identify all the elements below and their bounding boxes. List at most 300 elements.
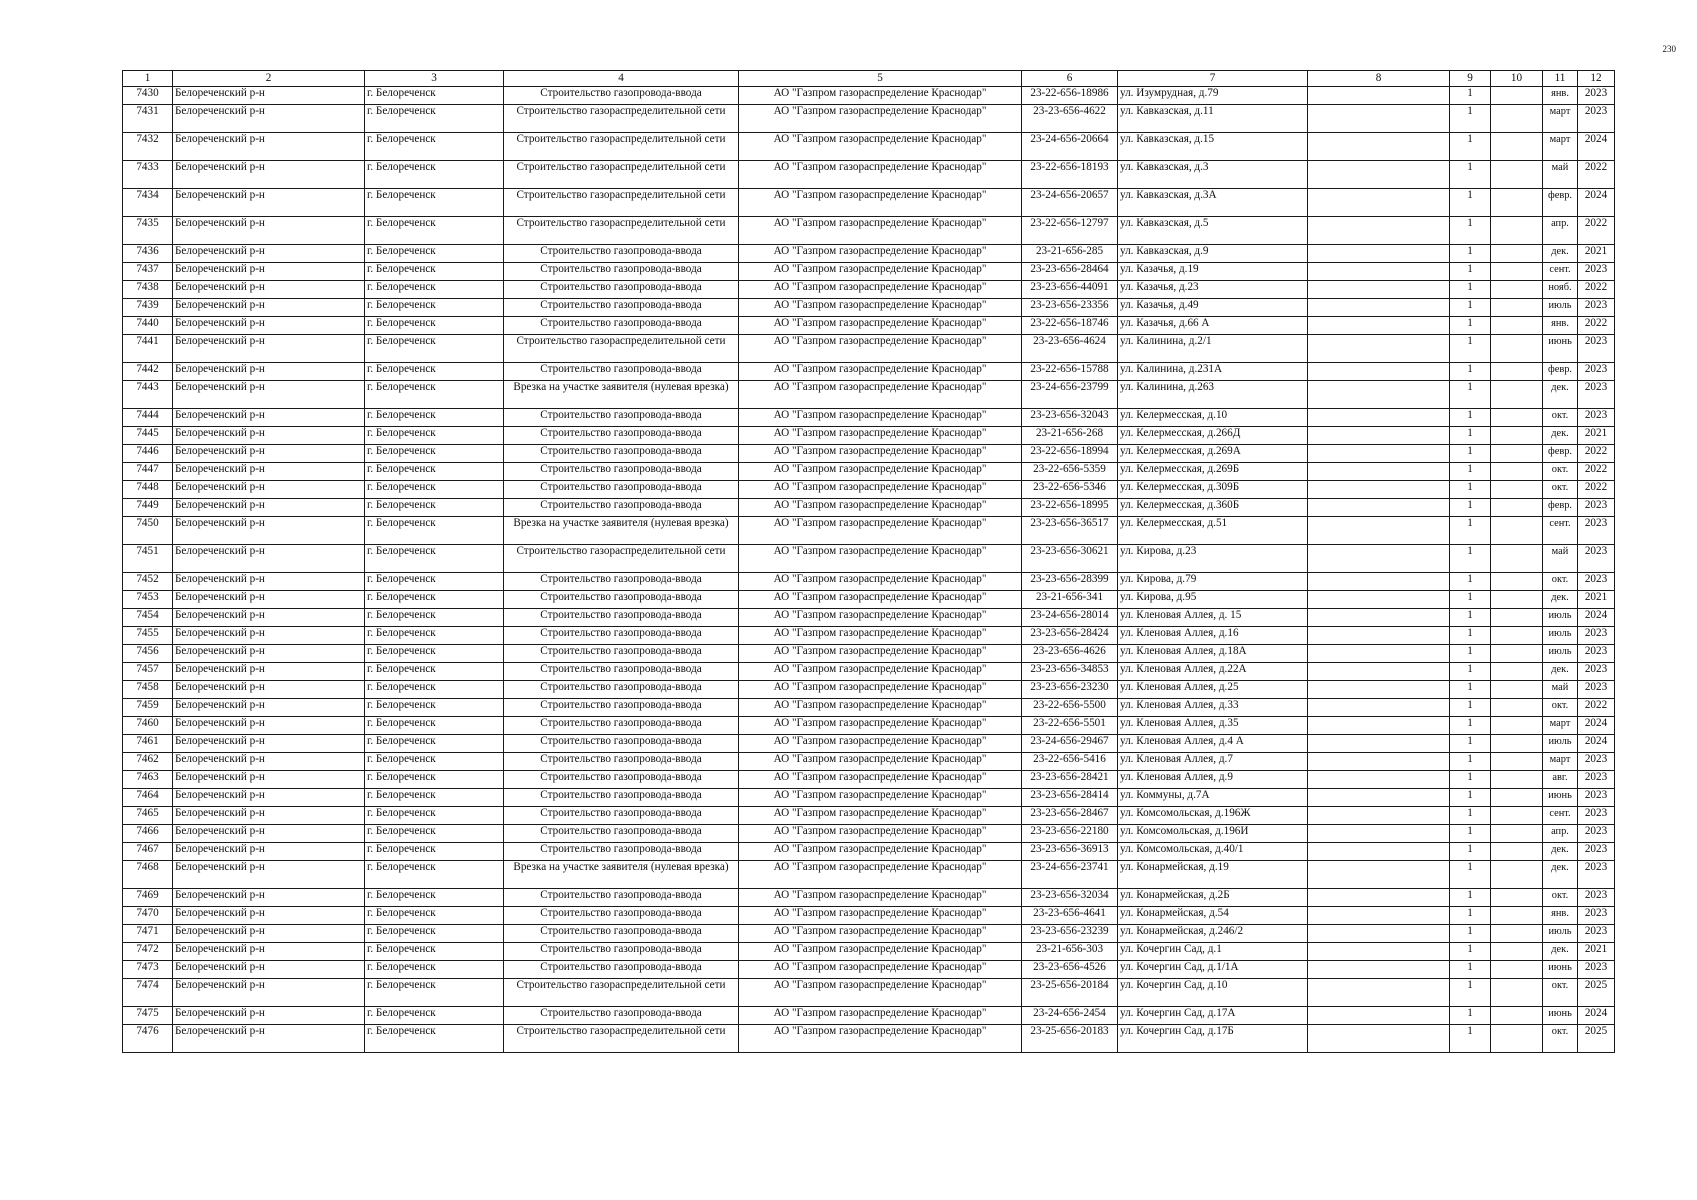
month-cell: дек.: [1543, 861, 1578, 889]
column-8-cell: [1308, 825, 1450, 843]
year-cell: 2023: [1578, 335, 1615, 363]
year-cell: 2023: [1578, 907, 1615, 925]
district-cell: Белореченский р-н: [173, 825, 365, 843]
year-cell: 2022: [1578, 217, 1615, 245]
address-cell: ул. Кленовая Аллея, д.18А: [1118, 645, 1308, 663]
row-number: 7472: [123, 943, 173, 961]
table-row: [123, 889, 1615, 907]
district-cell: Белореченский р-н: [173, 681, 365, 699]
table-row: [123, 381, 1615, 409]
work-type-cell: Строительство газораспределительной сети: [504, 189, 739, 217]
column-10-cell: [1491, 861, 1543, 889]
quantity-cell: 1: [1450, 281, 1491, 299]
column-10-cell: [1491, 299, 1543, 317]
column-8-cell: [1308, 427, 1450, 445]
year-cell: 2023: [1578, 299, 1615, 317]
row-number: 7455: [123, 627, 173, 645]
address-cell: ул. Комсомольская, д.40/1: [1118, 843, 1308, 861]
work-type-cell: Строительство газораспределительной сети: [504, 105, 739, 133]
code-cell: 23-22-656-12797: [1022, 217, 1118, 245]
city-cell: г. Белореченск: [365, 591, 504, 609]
row-number: 7448: [123, 481, 173, 499]
table-row: [123, 843, 1615, 861]
column-8-cell: [1308, 1007, 1450, 1025]
month-cell: дек.: [1543, 663, 1578, 681]
address-cell: ул. Кавказская, д.15: [1118, 133, 1308, 161]
column-10-cell: [1491, 645, 1543, 663]
table-row: [123, 807, 1615, 825]
month-cell: апр.: [1543, 217, 1578, 245]
table-row: [123, 735, 1615, 753]
year-cell: 2023: [1578, 961, 1615, 979]
table-row: [123, 717, 1615, 735]
month-cell: июнь: [1543, 961, 1578, 979]
column-10-cell: [1491, 517, 1543, 545]
city-cell: г. Белореченск: [365, 699, 504, 717]
column-10-cell: [1491, 189, 1543, 217]
district-cell: Белореченский р-н: [173, 299, 365, 317]
organization-cell: АО "Газпром газораспределение Краснодар": [739, 681, 1022, 699]
code-cell: 23-23-656-23239: [1022, 925, 1118, 943]
column-8-cell: [1308, 517, 1450, 545]
city-cell: г. Белореченск: [365, 925, 504, 943]
code-cell: 23-22-656-15788: [1022, 363, 1118, 381]
column-8-cell: [1308, 363, 1450, 381]
city-cell: г. Белореченск: [365, 499, 504, 517]
month-cell: июль: [1543, 645, 1578, 663]
quantity-cell: 1: [1450, 105, 1491, 133]
table-row: [123, 789, 1615, 807]
year-cell: 2023: [1578, 263, 1615, 281]
organization-cell: АО "Газпром газораспределение Краснодар": [739, 925, 1022, 943]
month-cell: март: [1543, 717, 1578, 735]
address-cell: ул. Конармейская, д.54: [1118, 907, 1308, 925]
year-cell: 2021: [1578, 245, 1615, 263]
quantity-cell: 1: [1450, 427, 1491, 445]
address-cell: ул. Конармейская, д.2Б: [1118, 889, 1308, 907]
column-10-cell: [1491, 591, 1543, 609]
quantity-cell: 1: [1450, 445, 1491, 463]
code-cell: 23-22-656-5359: [1022, 463, 1118, 481]
column-8-cell: [1308, 133, 1450, 161]
row-number: 7462: [123, 753, 173, 771]
table-row: [123, 189, 1615, 217]
year-cell: 2024: [1578, 717, 1615, 735]
column-10-cell: [1491, 463, 1543, 481]
work-type-cell: Строительство газопровода-ввода: [504, 445, 739, 463]
address-cell: ул. Казачья, д.49: [1118, 299, 1308, 317]
address-cell: ул. Кочергин Сад, д.1/1А: [1118, 961, 1308, 979]
month-cell: дек.: [1543, 427, 1578, 445]
row-number: 7452: [123, 573, 173, 591]
organization-cell: АО "Газпром газораспределение Краснодар": [739, 663, 1022, 681]
table-row: [123, 363, 1615, 381]
row-number: 7454: [123, 609, 173, 627]
column-8-cell: [1308, 299, 1450, 317]
organization-cell: АО "Газпром газораспределение Краснодар": [739, 363, 1022, 381]
column-10-cell: [1491, 961, 1543, 979]
address-cell: ул. Кленовая Аллея, д.16: [1118, 627, 1308, 645]
work-type-cell: Строительство газопровода-ввода: [504, 645, 739, 663]
table-row: [123, 591, 1615, 609]
year-cell: 2025: [1578, 1025, 1615, 1053]
work-type-cell: Строительство газопровода-ввода: [504, 889, 739, 907]
code-cell: 23-23-656-34853: [1022, 663, 1118, 681]
organization-cell: АО "Газпром газораспределение Краснодар": [739, 609, 1022, 627]
year-cell: 2021: [1578, 427, 1615, 445]
work-type-cell: Строительство газораспределительной сети: [504, 217, 739, 245]
table-row: [123, 445, 1615, 463]
column-8-cell: [1308, 105, 1450, 133]
address-cell: ул. Кочергин Сад, д.1: [1118, 943, 1308, 961]
district-cell: Белореченский р-н: [173, 789, 365, 807]
code-cell: 23-23-656-44091: [1022, 281, 1118, 299]
city-cell: г. Белореченск: [365, 961, 504, 979]
table-row: [123, 627, 1615, 645]
code-cell: 23-21-656-303: [1022, 943, 1118, 961]
column-10-cell: [1491, 335, 1543, 363]
row-number: 7433: [123, 161, 173, 189]
work-type-cell: Строительство газораспределительной сети: [504, 133, 739, 161]
table-row: [123, 263, 1615, 281]
column-10-cell: [1491, 609, 1543, 627]
table-row: [123, 299, 1615, 317]
year-cell: 2023: [1578, 627, 1615, 645]
code-cell: 23-23-656-23230: [1022, 681, 1118, 699]
code-cell: 23-23-656-23356: [1022, 299, 1118, 317]
quantity-cell: 1: [1450, 889, 1491, 907]
month-cell: февр.: [1543, 189, 1578, 217]
city-cell: г. Белореченск: [365, 1007, 504, 1025]
month-cell: сент.: [1543, 517, 1578, 545]
work-type-cell: Строительство газопровода-ввода: [504, 627, 739, 645]
city-cell: г. Белореченск: [365, 771, 504, 789]
address-cell: ул. Кавказская, д.3А: [1118, 189, 1308, 217]
row-number: 7450: [123, 517, 173, 545]
address-cell: ул. Конармейская, д.246/2: [1118, 925, 1308, 943]
column-8-cell: [1308, 87, 1450, 105]
address-cell: ул. Келермесская, д.10: [1118, 409, 1308, 427]
work-type-cell: Врезка на участке заявителя (нулевая врезка): [504, 381, 739, 409]
column-header-1: 1: [123, 71, 173, 87]
organization-cell: АО "Газпром газораспределение Краснодар": [739, 499, 1022, 517]
work-type-cell: Строительство газопровода-ввода: [504, 481, 739, 499]
row-number: 7449: [123, 499, 173, 517]
year-cell: 2023: [1578, 499, 1615, 517]
organization-cell: АО "Газпром газораспределение Краснодар": [739, 281, 1022, 299]
table-row: [123, 517, 1615, 545]
year-cell: 2022: [1578, 463, 1615, 481]
column-8-cell: [1308, 907, 1450, 925]
address-cell: ул. Кочергин Сад, д.17Б: [1118, 1025, 1308, 1053]
city-cell: г. Белореченск: [365, 245, 504, 263]
column-header-3: 3: [365, 71, 504, 87]
row-number: 7457: [123, 663, 173, 681]
quantity-cell: 1: [1450, 1007, 1491, 1025]
column-header-10: 10: [1491, 71, 1543, 87]
year-cell: 2023: [1578, 753, 1615, 771]
column-10-cell: [1491, 573, 1543, 591]
district-cell: Белореченский р-н: [173, 771, 365, 789]
column-8-cell: [1308, 591, 1450, 609]
work-type-cell: Строительство газопровода-ввода: [504, 281, 739, 299]
column-10-cell: [1491, 1025, 1543, 1053]
address-cell: ул. Кирова, д.79: [1118, 573, 1308, 591]
quantity-cell: 1: [1450, 335, 1491, 363]
month-cell: февр.: [1543, 445, 1578, 463]
city-cell: г. Белореченск: [365, 263, 504, 281]
column-8-cell: [1308, 381, 1450, 409]
quantity-cell: 1: [1450, 133, 1491, 161]
month-cell: окт.: [1543, 573, 1578, 591]
address-cell: ул. Кавказская, д.3: [1118, 161, 1308, 189]
year-cell: 2023: [1578, 381, 1615, 409]
row-number: 7430: [123, 87, 173, 105]
work-type-cell: Строительство газопровода-ввода: [504, 499, 739, 517]
table-row: [123, 771, 1615, 789]
table-row: [123, 825, 1615, 843]
district-cell: Белореченский р-н: [173, 943, 365, 961]
city-cell: г. Белореченск: [365, 161, 504, 189]
quantity-cell: 1: [1450, 645, 1491, 663]
row-number: 7445: [123, 427, 173, 445]
address-cell: ул. Кленовая Аллея, д.25: [1118, 681, 1308, 699]
month-cell: нояб.: [1543, 281, 1578, 299]
column-header-6: 6: [1022, 71, 1118, 87]
organization-cell: АО "Газпром газораспределение Краснодар": [739, 825, 1022, 843]
quantity-cell: 1: [1450, 771, 1491, 789]
organization-cell: АО "Газпром газораспределение Краснодар": [739, 943, 1022, 961]
column-8-cell: [1308, 961, 1450, 979]
district-cell: Белореченский р-н: [173, 133, 365, 161]
city-cell: г. Белореченск: [365, 335, 504, 363]
address-cell: ул. Изумрудная, д.79: [1118, 87, 1308, 105]
column-10-cell: [1491, 825, 1543, 843]
table-row: [123, 907, 1615, 925]
year-cell: 2023: [1578, 363, 1615, 381]
quantity-cell: 1: [1450, 245, 1491, 263]
row-number: 7431: [123, 105, 173, 133]
city-cell: г. Белореченск: [365, 609, 504, 627]
city-cell: г. Белореченск: [365, 979, 504, 1007]
district-cell: Белореченский р-н: [173, 925, 365, 943]
organization-cell: АО "Газпром газораспределение Краснодар": [739, 789, 1022, 807]
quantity-cell: 1: [1450, 573, 1491, 591]
column-10-cell: [1491, 381, 1543, 409]
column-10-cell: [1491, 317, 1543, 335]
table-row: [123, 87, 1615, 105]
code-cell: 23-22-656-18193: [1022, 161, 1118, 189]
code-cell: 23-24-656-20664: [1022, 133, 1118, 161]
quantity-cell: 1: [1450, 717, 1491, 735]
row-number: 7438: [123, 281, 173, 299]
city-cell: г. Белореченск: [365, 861, 504, 889]
address-cell: ул. Коммуны, д.7А: [1118, 789, 1308, 807]
table-row: [123, 663, 1615, 681]
table-row: [123, 961, 1615, 979]
address-cell: ул. Кавказская, д.9: [1118, 245, 1308, 263]
city-cell: г. Белореченск: [365, 517, 504, 545]
work-type-cell: Строительство газопровода-ввода: [504, 925, 739, 943]
column-10-cell: [1491, 87, 1543, 105]
month-cell: июль: [1543, 735, 1578, 753]
row-number: 7439: [123, 299, 173, 317]
month-cell: июнь: [1543, 789, 1578, 807]
year-cell: 2022: [1578, 445, 1615, 463]
work-type-cell: Строительство газопровода-ввода: [504, 717, 739, 735]
code-cell: 23-24-656-20657: [1022, 189, 1118, 217]
code-cell: 23-21-656-268: [1022, 427, 1118, 445]
table-row: [123, 861, 1615, 889]
column-10-cell: [1491, 771, 1543, 789]
organization-cell: АО "Газпром газораспределение Краснодар": [739, 245, 1022, 263]
column-8-cell: [1308, 663, 1450, 681]
quantity-cell: 1: [1450, 409, 1491, 427]
table-row: [123, 317, 1615, 335]
address-cell: ул. Калинина, д.263: [1118, 381, 1308, 409]
organization-cell: АО "Газпром газораспределение Краснодар": [739, 843, 1022, 861]
quantity-cell: 1: [1450, 87, 1491, 105]
column-10-cell: [1491, 843, 1543, 861]
table-header: [123, 71, 1615, 87]
column-10-cell: [1491, 979, 1543, 1007]
column-8-cell: [1308, 317, 1450, 335]
city-cell: г. Белореченск: [365, 105, 504, 133]
year-cell: 2023: [1578, 105, 1615, 133]
quantity-cell: 1: [1450, 161, 1491, 189]
district-cell: Белореченский р-н: [173, 499, 365, 517]
city-cell: г. Белореченск: [365, 189, 504, 217]
row-number: 7463: [123, 771, 173, 789]
district-cell: Белореченский р-н: [173, 317, 365, 335]
month-cell: сент.: [1543, 807, 1578, 825]
month-cell: май: [1543, 161, 1578, 189]
quantity-cell: 1: [1450, 299, 1491, 317]
district-cell: Белореченский р-н: [173, 409, 365, 427]
address-cell: ул. Кочергин Сад, д.17А: [1118, 1007, 1308, 1025]
district-cell: Белореченский р-н: [173, 1025, 365, 1053]
row-number: 7471: [123, 925, 173, 943]
organization-cell: АО "Газпром газораспределение Краснодар": [739, 87, 1022, 105]
column-10-cell: [1491, 105, 1543, 133]
month-cell: окт.: [1543, 889, 1578, 907]
row-number: 7475: [123, 1007, 173, 1025]
row-number: 7444: [123, 409, 173, 427]
table-row: [123, 573, 1615, 591]
column-8-cell: [1308, 335, 1450, 363]
column-8-cell: [1308, 699, 1450, 717]
quantity-cell: 1: [1450, 627, 1491, 645]
organization-cell: АО "Газпром газораспределение Краснодар": [739, 335, 1022, 363]
month-cell: июль: [1543, 299, 1578, 317]
code-cell: 23-22-656-18994: [1022, 445, 1118, 463]
city-cell: г. Белореченск: [365, 735, 504, 753]
city-cell: г. Белореченск: [365, 825, 504, 843]
row-number: 7447: [123, 463, 173, 481]
column-8-cell: [1308, 1025, 1450, 1053]
code-cell: 23-23-656-4622: [1022, 105, 1118, 133]
city-cell: г. Белореченск: [365, 317, 504, 335]
address-cell: ул. Калинина, д.2/1: [1118, 335, 1308, 363]
column-10-cell: [1491, 245, 1543, 263]
table-row: [123, 753, 1615, 771]
row-number: 7443: [123, 381, 173, 409]
address-cell: ул. Кавказская, д.11: [1118, 105, 1308, 133]
address-cell: ул. Казачья, д.66 А: [1118, 317, 1308, 335]
year-cell: 2024: [1578, 735, 1615, 753]
year-cell: 2023: [1578, 573, 1615, 591]
month-cell: февр.: [1543, 363, 1578, 381]
column-10-cell: [1491, 943, 1543, 961]
row-number: 7437: [123, 263, 173, 281]
year-cell: 2023: [1578, 87, 1615, 105]
district-cell: Белореченский р-н: [173, 189, 365, 217]
address-cell: ул. Келермесская, д.269А: [1118, 445, 1308, 463]
code-cell: 23-23-656-4626: [1022, 645, 1118, 663]
city-cell: г. Белореченск: [365, 427, 504, 445]
quantity-cell: 1: [1450, 481, 1491, 499]
city-cell: г. Белореченск: [365, 843, 504, 861]
code-cell: 23-23-656-28421: [1022, 771, 1118, 789]
column-header-9: 9: [1450, 71, 1491, 87]
work-type-cell: Строительство газопровода-ввода: [504, 263, 739, 281]
month-cell: окт.: [1543, 699, 1578, 717]
table-row: [123, 481, 1615, 499]
organization-cell: АО "Газпром газораспределение Краснодар": [739, 517, 1022, 545]
organization-cell: АО "Газпром газораспределение Краснодар": [739, 979, 1022, 1007]
quantity-cell: 1: [1450, 591, 1491, 609]
work-type-cell: Строительство газопровода-ввода: [504, 789, 739, 807]
address-cell: ул. Конармейская, д.19: [1118, 861, 1308, 889]
year-cell: 2023: [1578, 889, 1615, 907]
code-cell: 23-24-656-29467: [1022, 735, 1118, 753]
year-cell: 2023: [1578, 825, 1615, 843]
row-number: 7446: [123, 445, 173, 463]
work-type-cell: Строительство газопровода-ввода: [504, 573, 739, 591]
quantity-cell: 1: [1450, 463, 1491, 481]
column-10-cell: [1491, 663, 1543, 681]
month-cell: дек.: [1543, 591, 1578, 609]
column-8-cell: [1308, 789, 1450, 807]
year-cell: 2022: [1578, 281, 1615, 299]
district-cell: Белореченский р-н: [173, 161, 365, 189]
organization-cell: АО "Газпром газораспределение Краснодар": [739, 545, 1022, 573]
address-cell: ул. Казачья, д.19: [1118, 263, 1308, 281]
city-cell: г. Белореченск: [365, 807, 504, 825]
column-8-cell: [1308, 481, 1450, 499]
column-8-cell: [1308, 545, 1450, 573]
month-cell: июнь: [1543, 1007, 1578, 1025]
organization-cell: АО "Газпром газораспределение Краснодар": [739, 409, 1022, 427]
work-type-cell: Строительство газопровода-ввода: [504, 663, 739, 681]
column-10-cell: [1491, 363, 1543, 381]
code-cell: 23-23-656-28399: [1022, 573, 1118, 591]
city-cell: г. Белореченск: [365, 299, 504, 317]
quantity-cell: 1: [1450, 979, 1491, 1007]
city-cell: г. Белореченск: [365, 87, 504, 105]
organization-cell: АО "Газпром газораспределение Краснодар": [739, 717, 1022, 735]
column-8-cell: [1308, 281, 1450, 299]
work-type-cell: Строительство газопровода-ввода: [504, 699, 739, 717]
work-type-cell: Строительство газораспределительной сети: [504, 545, 739, 573]
year-cell: 2023: [1578, 861, 1615, 889]
column-10-cell: [1491, 161, 1543, 189]
column-10-cell: [1491, 1007, 1543, 1025]
year-cell: 2023: [1578, 789, 1615, 807]
district-cell: Белореченский р-н: [173, 1007, 365, 1025]
work-type-cell: Строительство газораспределительной сети: [504, 1025, 739, 1053]
quantity-cell: 1: [1450, 263, 1491, 281]
